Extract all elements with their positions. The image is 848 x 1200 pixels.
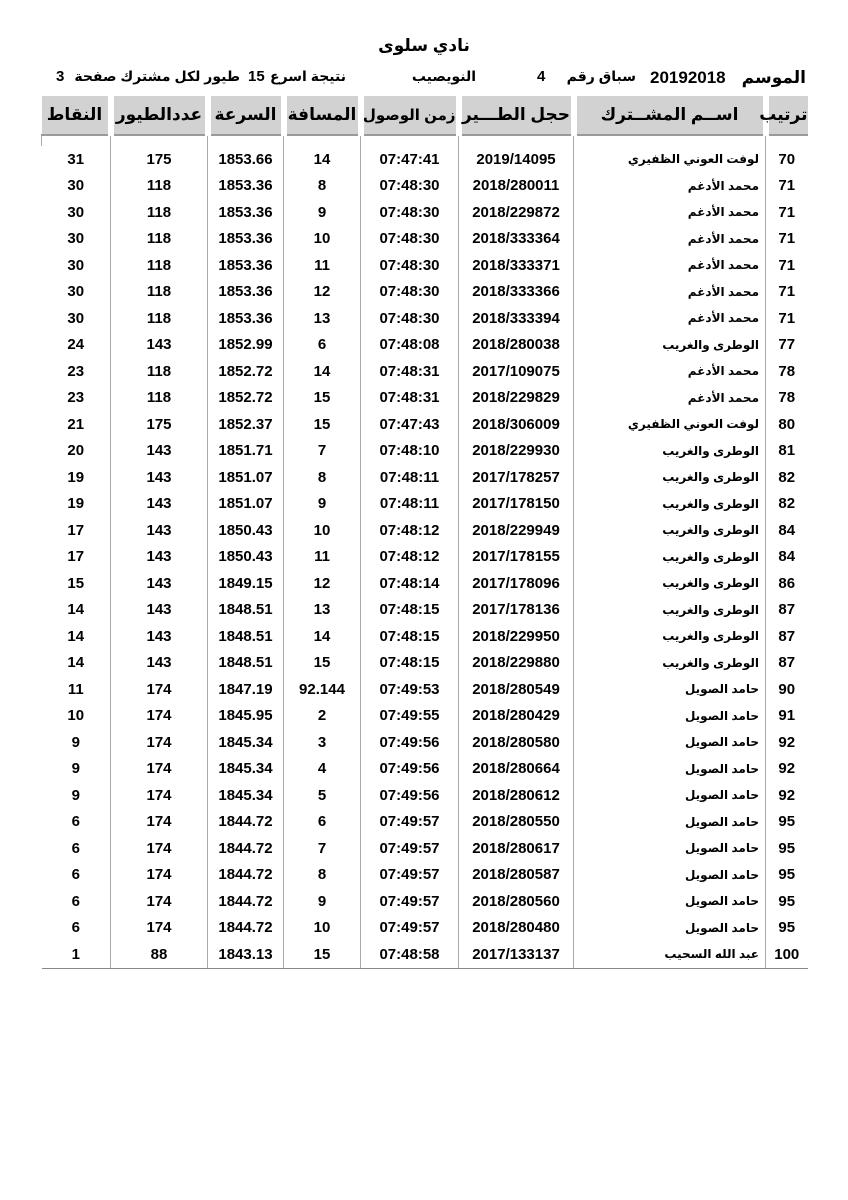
name-cell: محمد الأدغم bbox=[574, 173, 766, 200]
birds-cell: 174 bbox=[111, 915, 208, 942]
rank-cell: 100 bbox=[766, 941, 808, 968]
ring-cell: 2018/229872 bbox=[459, 199, 574, 226]
arrival-cell: 07:49:55 bbox=[361, 703, 459, 730]
speed-cell: 1852.72 bbox=[208, 358, 284, 385]
ring-cell: 2017/178096 bbox=[459, 570, 574, 597]
speed-cell: 1845.34 bbox=[208, 729, 284, 756]
results-table bbox=[41, 96, 808, 969]
table-row bbox=[42, 756, 808, 783]
rank-cell: 84 bbox=[766, 517, 808, 544]
points-cell: 14 bbox=[67, 627, 85, 645]
points-cell: 1 bbox=[42, 941, 111, 968]
speed-cell: 1853.36 bbox=[208, 252, 284, 279]
rank-cell: 86 bbox=[766, 570, 808, 597]
birds-cell: 143 bbox=[111, 491, 208, 518]
rank-cell: 92 bbox=[766, 782, 808, 809]
arrival-cell: 07:49:53 bbox=[361, 676, 459, 703]
name-cell: محمد الأدغم bbox=[574, 385, 766, 412]
ring-cell: 2018/280038 bbox=[459, 332, 574, 359]
rank-cell: 71 bbox=[766, 305, 808, 332]
speed-cell: 1853.36 bbox=[208, 199, 284, 226]
points-cell: 6 bbox=[71, 813, 80, 831]
birds-cell: 174 bbox=[111, 729, 208, 756]
speed-cell: 1853.36 bbox=[208, 305, 284, 332]
speed-cell: 1844.72 bbox=[208, 809, 284, 836]
distance-cell: 10 bbox=[284, 226, 361, 253]
arrival-cell: 07:47:43 bbox=[361, 411, 459, 438]
fastest-label: نتيجة اسرع bbox=[270, 68, 346, 84]
name-cell: الوطرى والغريب bbox=[574, 570, 766, 597]
arrival-cell: 07:48:31 bbox=[361, 385, 459, 412]
table-row bbox=[42, 199, 808, 226]
name-cell: حامد الصويل bbox=[574, 835, 766, 862]
rank-cell: 87 bbox=[766, 597, 808, 624]
distance-cell: 11 bbox=[284, 544, 361, 571]
speed-cell: 1850.43 bbox=[208, 544, 284, 571]
birds-cell: 174 bbox=[111, 862, 208, 889]
club-title: نادي سلوى bbox=[378, 36, 470, 55]
page-number: 3 bbox=[56, 68, 65, 85]
speed-cell: 1852.37 bbox=[208, 411, 284, 438]
points-cell: 30 bbox=[67, 203, 85, 221]
birds-cell: 174 bbox=[111, 676, 208, 703]
speed-cell: 1850.43 bbox=[208, 517, 284, 544]
birds-cell: 118 bbox=[111, 173, 208, 200]
distance-cell: 15 bbox=[284, 941, 361, 968]
arrival-cell: 07:48:15 bbox=[361, 650, 459, 677]
rank-cell: 70 bbox=[766, 146, 808, 173]
table-row bbox=[42, 279, 808, 306]
points-cell: 6 bbox=[71, 892, 80, 910]
distance-cell: 15 bbox=[284, 411, 361, 438]
ring-cell: 2018/280617 bbox=[459, 835, 574, 862]
ring-cell: 2018/280664 bbox=[459, 756, 574, 783]
arrival-cell: 07:48:30 bbox=[361, 252, 459, 279]
ring-cell: 2018/229949 bbox=[459, 517, 574, 544]
birds-cell: 174 bbox=[111, 888, 208, 915]
birds-cell: 143 bbox=[111, 650, 208, 677]
race-name: النويصيب bbox=[411, 68, 476, 84]
birds-cell: 143 bbox=[111, 464, 208, 491]
birds-cell: 143 bbox=[111, 438, 208, 465]
season-label: الموسم bbox=[741, 68, 806, 87]
name-cell: محمد الأدغم bbox=[574, 358, 766, 385]
table-row bbox=[42, 729, 808, 756]
ring-cell: 2018/229829 bbox=[459, 385, 574, 412]
per-member-label: طيور لكل مشترك صفحة bbox=[74, 68, 240, 84]
ring-cell: 2018/333366 bbox=[459, 279, 574, 306]
rank-cell: 95 bbox=[766, 835, 808, 862]
distance-cell: 6 bbox=[284, 809, 361, 836]
ring-cell: 2018/280580 bbox=[459, 729, 574, 756]
speed-cell: 1848.51 bbox=[208, 597, 284, 624]
points-cell: 30 bbox=[67, 230, 85, 248]
ring-cell: 2018/280429 bbox=[459, 703, 574, 730]
birds-cell: 143 bbox=[111, 623, 208, 650]
arrival-cell: 07:48:12 bbox=[361, 517, 459, 544]
distance-cell: 5 bbox=[284, 782, 361, 809]
table-row bbox=[42, 809, 808, 836]
name-cell: محمد الأدغم bbox=[574, 226, 766, 253]
name-cell: الوطرى والغريب bbox=[574, 464, 766, 491]
arrival-cell: 07:48:14 bbox=[361, 570, 459, 597]
birds-cell: 118 bbox=[111, 358, 208, 385]
name-cell: حامد الصويل bbox=[574, 703, 766, 730]
distance-cell: 3 bbox=[284, 729, 361, 756]
birds-cell: 118 bbox=[111, 199, 208, 226]
table-row bbox=[42, 835, 808, 862]
points-cell: 6 bbox=[71, 919, 80, 937]
rank-cell: 90 bbox=[766, 676, 808, 703]
table-row bbox=[42, 305, 808, 332]
ring-cell: 2017/178136 bbox=[459, 597, 574, 624]
rank-cell: 87 bbox=[766, 650, 808, 677]
rank-cell: 95 bbox=[766, 809, 808, 836]
arrival-cell: 07:49:57 bbox=[361, 835, 459, 862]
name-cell: عبد الله السحيب bbox=[574, 941, 766, 968]
birds-cell: 174 bbox=[111, 782, 208, 809]
distance-cell: 14 bbox=[284, 358, 361, 385]
rank-cell: 87 bbox=[766, 623, 808, 650]
table-row bbox=[42, 862, 808, 889]
season-value: 20192018 bbox=[650, 68, 726, 87]
name-cell: الوطرى والغريب bbox=[574, 438, 766, 465]
name-cell: الوطرى والغريب bbox=[574, 544, 766, 571]
speed-cell: 1844.72 bbox=[208, 862, 284, 889]
distance-cell: 7 bbox=[284, 835, 361, 862]
table-row bbox=[42, 252, 808, 279]
rank-cell: 71 bbox=[766, 199, 808, 226]
name-cell: حامد الصويل bbox=[574, 809, 766, 836]
distance-cell: 12 bbox=[284, 570, 361, 597]
birds-cell: 143 bbox=[111, 597, 208, 624]
distance-cell: 13 bbox=[284, 597, 361, 624]
name-cell: محمد الأدغم bbox=[574, 252, 766, 279]
table-row bbox=[42, 544, 808, 571]
name-cell: حامد الصويل bbox=[574, 756, 766, 783]
arrival-cell: 07:49:57 bbox=[361, 809, 459, 836]
name-cell: حامد الصويل bbox=[574, 729, 766, 756]
distance-cell: 11 bbox=[284, 252, 361, 279]
rank-cell: 92 bbox=[766, 756, 808, 783]
points-cell: 6 bbox=[71, 866, 80, 884]
speed-cell: 1848.51 bbox=[208, 650, 284, 677]
arrival-cell: 07:48:30 bbox=[361, 173, 459, 200]
name-cell: الوطرى والغريب bbox=[574, 491, 766, 518]
speed-cell: 1844.72 bbox=[208, 835, 284, 862]
rank-cell: 71 bbox=[766, 252, 808, 279]
ring-cell: 2018/333394 bbox=[459, 305, 574, 332]
points-cell: 30 bbox=[67, 309, 85, 327]
fastest-value: 15 bbox=[248, 68, 265, 85]
col-name: اســم المشــترك bbox=[574, 96, 766, 135]
ring-cell: 2018/333364 bbox=[459, 226, 574, 253]
points-cell: 15 bbox=[67, 574, 85, 592]
points-cell: 6 bbox=[71, 839, 80, 857]
name-cell: محمد الأدغم bbox=[574, 199, 766, 226]
rank-cell: 92 bbox=[766, 729, 808, 756]
rank-cell: 78 bbox=[766, 358, 808, 385]
distance-cell: 15 bbox=[284, 385, 361, 412]
table-row bbox=[42, 650, 808, 677]
rank-cell: 77 bbox=[766, 332, 808, 359]
points-cell: 30 bbox=[67, 283, 85, 301]
arrival-cell: 07:48:10 bbox=[361, 438, 459, 465]
name-cell: محمد الأدغم bbox=[574, 305, 766, 332]
speed-cell: 1844.72 bbox=[208, 888, 284, 915]
speed-cell: 1847.19 bbox=[208, 676, 284, 703]
speed-cell: 1848.51 bbox=[208, 623, 284, 650]
table-row bbox=[42, 332, 808, 359]
arrival-cell: 07:49:56 bbox=[361, 782, 459, 809]
name-cell: لوفت العوني الظفيري bbox=[574, 411, 766, 438]
points-cell: 9 bbox=[71, 733, 80, 751]
distance-cell: 8 bbox=[284, 464, 361, 491]
col-ring: حجل الطـــير bbox=[459, 96, 574, 135]
arrival-cell: 07:48:30 bbox=[361, 305, 459, 332]
name-cell: الوطرى والغريب bbox=[574, 517, 766, 544]
table-row bbox=[42, 358, 808, 385]
distance-cell: 2 bbox=[284, 703, 361, 730]
arrival-cell: 07:49:56 bbox=[361, 756, 459, 783]
table-row bbox=[42, 676, 808, 703]
points-cell: 23 bbox=[67, 362, 85, 380]
points-cell: 21 bbox=[67, 415, 85, 433]
distance-cell: 14 bbox=[284, 146, 361, 173]
name-cell: الوطرى والغريب bbox=[574, 650, 766, 677]
ring-cell: 2018/280549 bbox=[459, 676, 574, 703]
birds-cell: 174 bbox=[111, 756, 208, 783]
ring-cell: 2018/229950 bbox=[459, 623, 574, 650]
ring-cell: 2019/14095 bbox=[459, 146, 574, 173]
points-cell: 11 bbox=[67, 680, 84, 698]
birds-cell: 118 bbox=[111, 226, 208, 253]
table-row bbox=[42, 782, 808, 809]
points-cell: 19 bbox=[67, 468, 85, 486]
name-cell: حامد الصويل bbox=[574, 782, 766, 809]
ring-cell: 2018/280560 bbox=[459, 888, 574, 915]
table-row bbox=[42, 464, 808, 491]
distance-cell: 9 bbox=[284, 199, 361, 226]
name-cell: الوطرى والغريب bbox=[574, 332, 766, 359]
col-distance: المسافة bbox=[284, 96, 361, 135]
col-speed: السرعة bbox=[208, 96, 284, 135]
distance-cell: 9 bbox=[284, 491, 361, 518]
arrival-cell: 07:48:30 bbox=[361, 226, 459, 253]
rank-cell: 78 bbox=[766, 385, 808, 412]
table-row bbox=[42, 385, 808, 412]
distance-cell: 8 bbox=[284, 173, 361, 200]
rank-cell: 71 bbox=[766, 173, 808, 200]
ring-cell: 2018/280587 bbox=[459, 862, 574, 889]
points-cell: 20 bbox=[67, 442, 85, 460]
birds-cell: 88 bbox=[111, 941, 208, 968]
speed-cell: 1845.34 bbox=[208, 756, 284, 783]
distance-cell: 15 bbox=[284, 650, 361, 677]
arrival-cell: 07:48:31 bbox=[361, 358, 459, 385]
speed-cell: 1853.36 bbox=[208, 226, 284, 253]
birds-cell: 174 bbox=[111, 703, 208, 730]
name-cell: الوطرى والغريب bbox=[574, 623, 766, 650]
table-row bbox=[42, 570, 808, 597]
distance-cell: 92.144 bbox=[284, 676, 361, 703]
distance-cell: 12 bbox=[284, 279, 361, 306]
birds-cell: 118 bbox=[111, 385, 208, 412]
name-cell: حامد الصويل bbox=[574, 676, 766, 703]
rank-cell: 81 bbox=[766, 438, 808, 465]
rank-cell: 80 bbox=[766, 411, 808, 438]
distance-cell: 14 bbox=[284, 623, 361, 650]
ring-cell: 2018/280612 bbox=[459, 782, 574, 809]
name-cell: حامد الصويل bbox=[574, 915, 766, 942]
table-row bbox=[42, 491, 808, 518]
speed-cell: 1851.07 bbox=[208, 464, 284, 491]
arrival-cell: 07:49:57 bbox=[361, 915, 459, 942]
ring-cell: 2018/333371 bbox=[459, 252, 574, 279]
rank-cell: 82 bbox=[766, 464, 808, 491]
arrival-cell: 07:48:15 bbox=[361, 623, 459, 650]
distance-cell: 7 bbox=[284, 438, 361, 465]
arrival-cell: 07:48:12 bbox=[361, 544, 459, 571]
distance-cell: 9 bbox=[284, 888, 361, 915]
race-label: سباق رقم bbox=[566, 68, 636, 84]
distance-cell: 13 bbox=[284, 305, 361, 332]
ring-cell: 2018/280011 bbox=[459, 173, 574, 200]
birds-cell: 143 bbox=[111, 517, 208, 544]
ring-cell: 2018/229880 bbox=[459, 650, 574, 677]
speed-cell: 1843.13 bbox=[208, 941, 284, 968]
col-rank: ترتيب bbox=[766, 96, 808, 135]
points-cell: 24 bbox=[67, 336, 85, 354]
points-cell: 30 bbox=[67, 256, 85, 274]
arrival-cell: 07:48:11 bbox=[361, 464, 459, 491]
name-cell: محمد الأدغم bbox=[574, 279, 766, 306]
race-number: 4 bbox=[537, 68, 546, 85]
points-cell: 17 bbox=[67, 521, 85, 539]
birds-cell: 174 bbox=[111, 835, 208, 862]
points-cell: 9 bbox=[71, 786, 80, 804]
speed-cell: 1845.95 bbox=[208, 703, 284, 730]
speed-cell: 1853.36 bbox=[208, 279, 284, 306]
speed-cell: 1844.72 bbox=[208, 915, 284, 942]
distance-cell: 10 bbox=[284, 915, 361, 942]
speed-cell: 1851.07 bbox=[208, 491, 284, 518]
birds-cell: 174 bbox=[111, 809, 208, 836]
col-points: النقاط bbox=[42, 96, 111, 135]
header-row bbox=[42, 96, 808, 135]
arrival-cell: 07:47:41 bbox=[361, 146, 459, 173]
birds-cell: 118 bbox=[111, 279, 208, 306]
arrival-cell: 07:48:15 bbox=[361, 597, 459, 624]
name-cell: الوطرى والغريب bbox=[574, 597, 766, 624]
speed-cell: 1853.66 bbox=[208, 146, 284, 173]
table-row bbox=[42, 226, 808, 253]
birds-cell: 143 bbox=[111, 570, 208, 597]
ring-cell: 2017/178155 bbox=[459, 544, 574, 571]
table-row bbox=[42, 146, 808, 173]
name-cell: لوفت العوني الظفيري bbox=[574, 146, 766, 173]
speed-cell: 1845.34 bbox=[208, 782, 284, 809]
col-birds: عددالطيور bbox=[111, 96, 208, 135]
ring-cell: 2017/133137 bbox=[459, 941, 574, 968]
ring-cell: 2018/306009 bbox=[459, 411, 574, 438]
birds-cell: 118 bbox=[111, 305, 208, 332]
arrival-cell: 07:49:57 bbox=[361, 862, 459, 889]
table-row bbox=[42, 941, 808, 968]
arrival-cell: 07:48:11 bbox=[361, 491, 459, 518]
col-arrival: زمن الوصول bbox=[361, 96, 459, 135]
rank-cell: 71 bbox=[766, 279, 808, 306]
speed-cell: 1852.72 bbox=[208, 385, 284, 412]
points-cell: 14 bbox=[67, 601, 85, 619]
table-row bbox=[42, 888, 808, 915]
birds-cell: 175 bbox=[111, 411, 208, 438]
ring-cell: 2018/280550 bbox=[459, 809, 574, 836]
birds-cell: 118 bbox=[111, 252, 208, 279]
points-cell: 10 bbox=[67, 707, 85, 725]
arrival-cell: 07:48:30 bbox=[361, 199, 459, 226]
birds-cell: 143 bbox=[111, 544, 208, 571]
birds-cell: 175 bbox=[111, 146, 208, 173]
speed-cell: 1849.15 bbox=[208, 570, 284, 597]
table-row bbox=[42, 915, 808, 942]
speed-cell: 1851.71 bbox=[208, 438, 284, 465]
arrival-cell: 07:48:08 bbox=[361, 332, 459, 359]
distance-cell: 6 bbox=[284, 332, 361, 359]
arrival-cell: 07:48:30 bbox=[361, 279, 459, 306]
distance-cell: 4 bbox=[284, 756, 361, 783]
table-row bbox=[42, 517, 808, 544]
rank-cell: 95 bbox=[766, 915, 808, 942]
table-row bbox=[42, 438, 808, 465]
arrival-cell: 07:49:56 bbox=[361, 729, 459, 756]
arrival-cell: 07:49:57 bbox=[361, 888, 459, 915]
distance-cell: 10 bbox=[284, 517, 361, 544]
ring-cell: 2017/178257 bbox=[459, 464, 574, 491]
points-cell: 9 bbox=[71, 760, 80, 778]
rank-cell: 84 bbox=[766, 544, 808, 571]
rank-cell: 82 bbox=[766, 491, 808, 518]
rank-cell: 91 bbox=[766, 703, 808, 730]
speed-cell: 1852.99 bbox=[208, 332, 284, 359]
speed-cell: 1853.36 bbox=[208, 173, 284, 200]
table-row bbox=[42, 623, 808, 650]
name-cell: حامد الصويل bbox=[574, 862, 766, 889]
table-row bbox=[42, 597, 808, 624]
points-cell: 23 bbox=[67, 389, 85, 407]
points-cell: 19 bbox=[67, 495, 85, 513]
ring-cell: 2017/178150 bbox=[459, 491, 574, 518]
points-cell: 30 bbox=[67, 177, 85, 195]
arrival-cell: 07:48:58 bbox=[361, 941, 459, 968]
ring-cell: 2017/109075 bbox=[459, 358, 574, 385]
table-row bbox=[42, 703, 808, 730]
distance-cell: 8 bbox=[284, 862, 361, 889]
ring-cell: 2018/280480 bbox=[459, 915, 574, 942]
birds-cell: 143 bbox=[111, 332, 208, 359]
points-cell: 17 bbox=[67, 548, 85, 566]
rank-cell: 95 bbox=[766, 888, 808, 915]
rank-cell: 71 bbox=[766, 226, 808, 253]
rank-cell: 95 bbox=[766, 862, 808, 889]
table-row bbox=[42, 411, 808, 438]
name-cell: حامد الصويل bbox=[574, 888, 766, 915]
ring-cell: 2018/229930 bbox=[459, 438, 574, 465]
table-row bbox=[42, 173, 808, 200]
points-cell: 31 bbox=[67, 150, 85, 168]
points-cell: 14 bbox=[67, 654, 85, 672]
